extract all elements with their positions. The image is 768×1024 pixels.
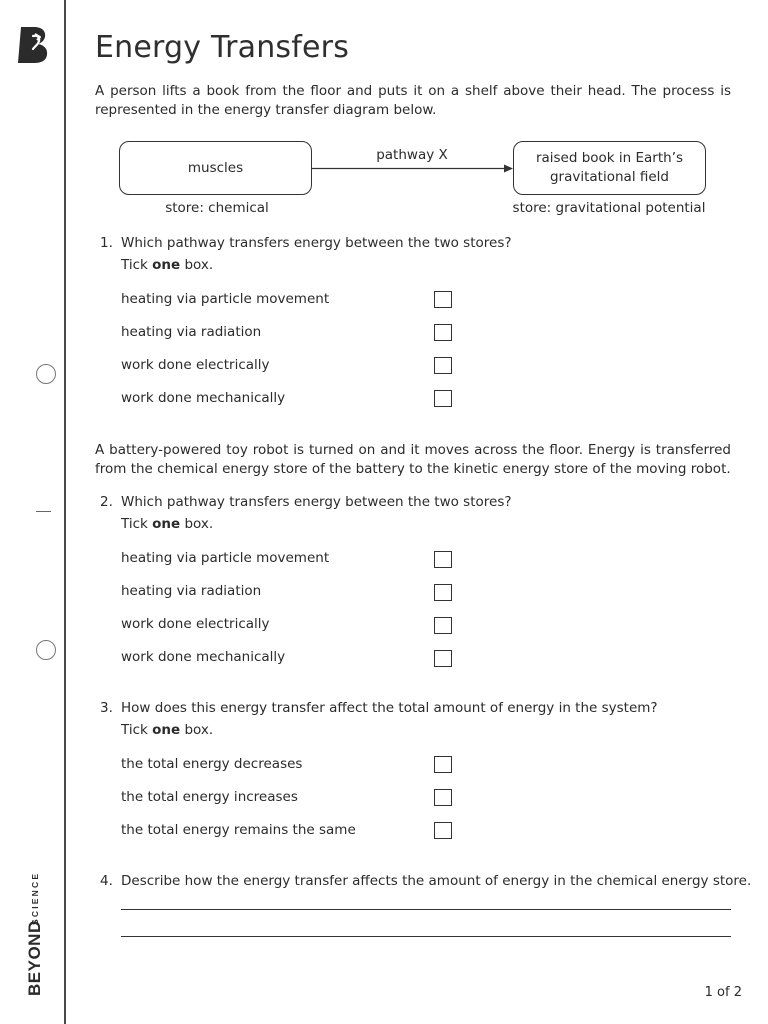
q3-option-checkbox[interactable]: [434, 822, 452, 839]
q1-option-checkbox[interactable]: [434, 291, 452, 308]
q1-option-label: heating via particle movement: [121, 291, 330, 307]
question-number: 1.: [100, 235, 113, 251]
q2-option-label: work done electrically: [121, 616, 270, 632]
q1-option-checkbox[interactable]: [434, 357, 452, 374]
q1-option-label: work done mechanically: [121, 390, 286, 406]
arrow-label: pathway X: [376, 147, 448, 163]
page-number: 1 of 2: [704, 985, 742, 1000]
q1-option-checkbox[interactable]: [434, 390, 452, 407]
tick-instruction: [121, 516, 213, 532]
tick-prefix: Tick: [121, 516, 153, 532]
question-3-text: How does this energy transfer affect the total amount of energy in the system?: [121, 700, 658, 716]
brand-subword: SCIENCE: [30, 871, 40, 925]
q3-option-label: the total energy increases: [121, 789, 298, 805]
robot-passage: A battery-powered toy robot is turned on and it moves across the floor. Energy is transferred from the chemical energy store of the battery to the kinetic energy store of the moving robot.: [95, 442, 731, 477]
brand-word: BEYOND: [25, 920, 44, 996]
diagram-left-store-box: [119, 141, 312, 195]
tick-instruction: [121, 722, 213, 738]
tick-suffix: box.: [180, 722, 214, 738]
brand-wordmark: [22, 840, 46, 1000]
tick-suffix: box.: [180, 257, 214, 273]
question-number: 3.: [100, 700, 113, 716]
page-title: Energy Transfers: [95, 30, 350, 65]
left-box-label: muscles: [187, 159, 244, 176]
q2-option-checkbox[interactable]: [434, 551, 452, 568]
q2-option-label: work done mechanically: [121, 649, 286, 665]
punch-hole-icon: [36, 640, 56, 660]
answer-line[interactable]: [121, 936, 731, 937]
question-1-text: Which pathway transfers energy between the two stores?: [121, 235, 512, 251]
tick-bold: one: [152, 722, 181, 738]
right-store-label: store: gravitational potential: [512, 200, 706, 216]
beyond-logo-icon: [16, 24, 50, 64]
q2-option-label: heating via radiation: [121, 583, 262, 599]
q3-option-checkbox[interactable]: [434, 789, 452, 806]
question-number: 2.: [100, 494, 113, 510]
question-2-text: Which pathway transfers energy between the two stores?: [121, 494, 512, 510]
q2-option-checkbox[interactable]: [434, 584, 452, 601]
question-4-text: Describe how the energy transfer affects the amount of energy in the chemical energy store.: [121, 873, 752, 889]
question-number: 4.: [100, 873, 113, 889]
q1-option-label: work done electrically: [121, 357, 270, 373]
q3-option-label: the total energy decreases: [121, 756, 303, 772]
right-box-label-line1: raised book in Earth’s: [535, 150, 684, 166]
q2-option-checkbox[interactable]: [434, 650, 452, 667]
q3-option-label: the total energy remains the same: [121, 822, 356, 838]
punch-hole-icon: [36, 364, 56, 384]
left-store-label: store: chemical: [165, 200, 269, 216]
fold-mark: [36, 511, 51, 512]
tick-bold: one: [152, 257, 181, 273]
q1-option-label: heating via radiation: [121, 324, 262, 340]
answer-line[interactable]: [121, 909, 731, 910]
q1-option-checkbox[interactable]: [434, 324, 452, 341]
margin-line: [64, 0, 66, 1024]
q2-option-checkbox[interactable]: [434, 617, 452, 634]
diagram-right-store-box: [513, 141, 706, 195]
q3-option-checkbox[interactable]: [434, 756, 452, 773]
right-box-label-line2: gravitational field: [549, 169, 669, 185]
tick-suffix: box.: [180, 516, 214, 532]
tick-bold: one: [152, 516, 181, 532]
tick-prefix: Tick: [121, 257, 153, 273]
q2-option-label: heating via particle movement: [121, 550, 330, 566]
intro-paragraph: A person lifts a book from the floor and puts it on a shelf above their head. The process is represented in the energy transfer diagram below.: [95, 83, 731, 118]
tick-instruction: [121, 257, 213, 273]
tick-prefix: Tick: [121, 722, 153, 738]
